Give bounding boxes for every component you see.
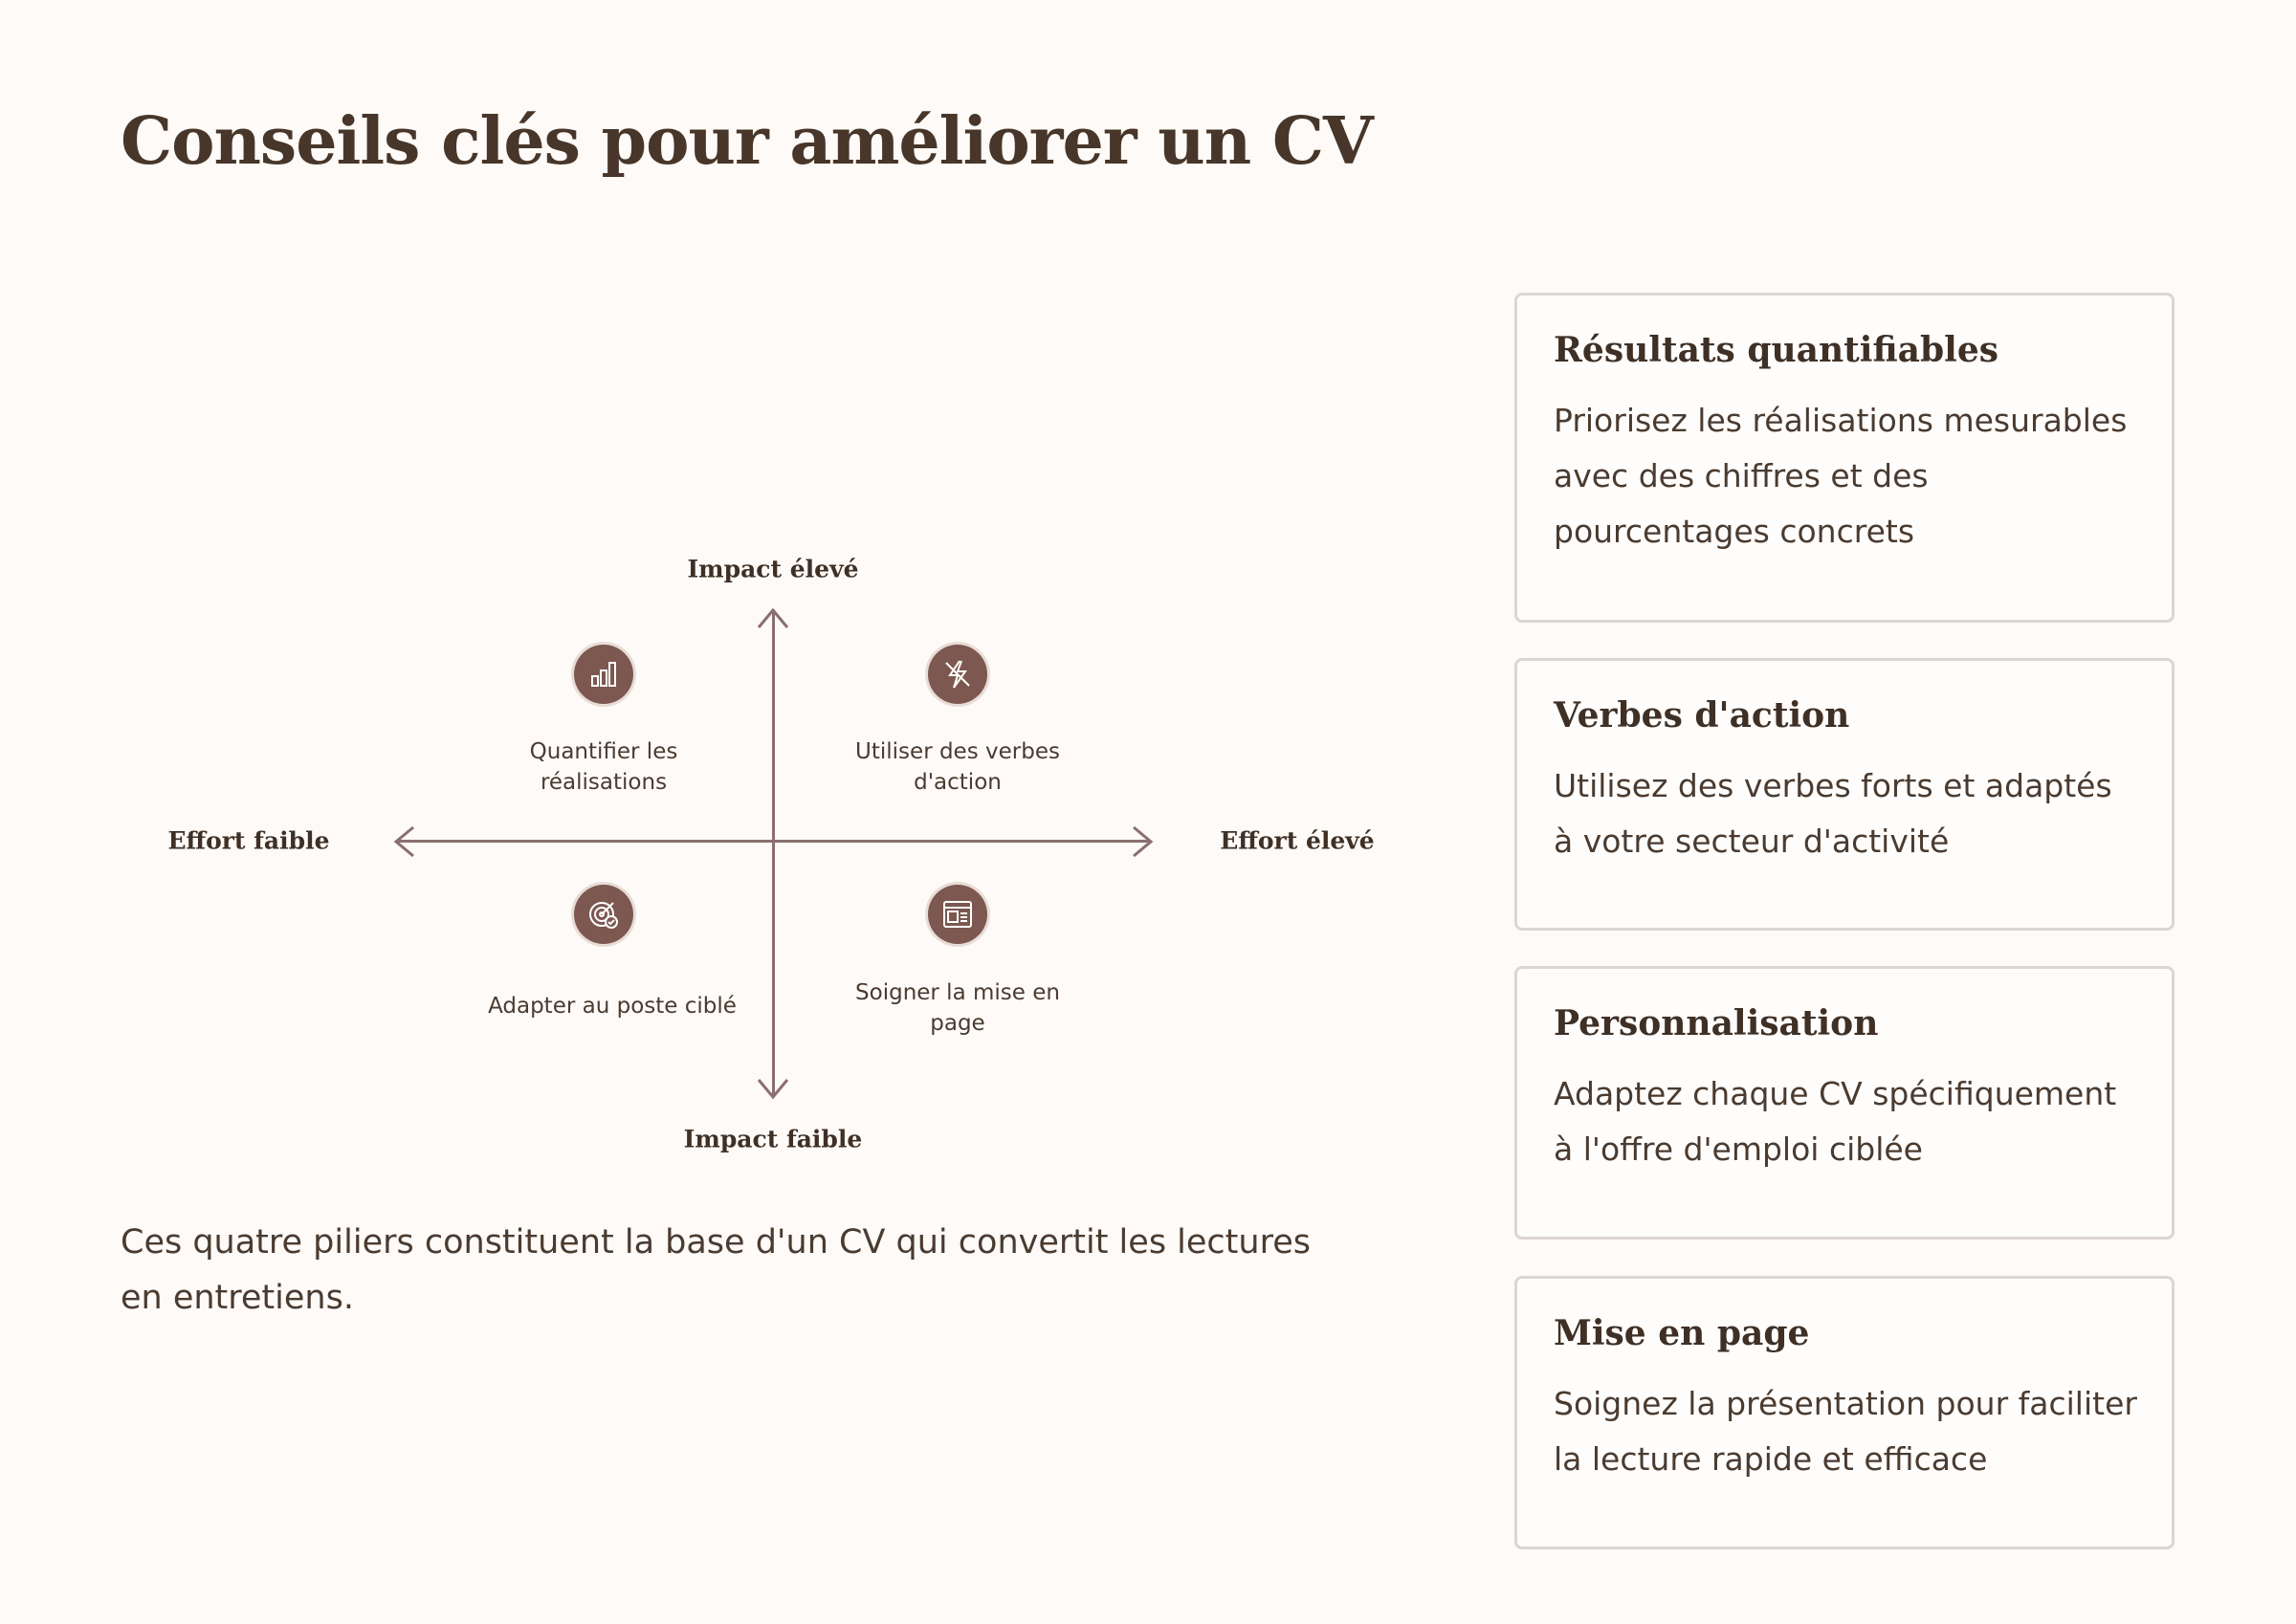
bar-chart-icon bbox=[574, 645, 633, 704]
quadrant-label-bottom-left: Adapter au poste ciblé bbox=[488, 994, 737, 1019]
arrow-up-icon bbox=[757, 606, 789, 635]
card-title: Résultats quantifiables bbox=[1554, 330, 1998, 370]
target-icon bbox=[574, 885, 633, 944]
card-title: Verbes d'action bbox=[1554, 695, 1850, 735]
tip-card-layout bbox=[1514, 1276, 2175, 1549]
card-text: Utilisez des verbes forts et adaptés à votre secteur d'activité bbox=[1554, 767, 2112, 860]
arrow-left-icon bbox=[392, 825, 421, 858]
card-text: Adaptez chaque CV spécifiquement à l'offre d'emploi ciblée bbox=[1554, 1075, 2117, 1168]
card-title: Personnalisation bbox=[1554, 1003, 1879, 1043]
card-text: Priorisez les réalisations mesurables avec des chiffres et des pourcentages concrets bbox=[1554, 402, 2128, 550]
arrow-right-icon bbox=[1126, 825, 1155, 858]
quadrant-label-bottom-right: Soigner la mise en page bbox=[855, 980, 1060, 1036]
axis-label-top: Impact élevé bbox=[687, 555, 859, 583]
quadrant-label-top-right: Utiliser des verbes d'action bbox=[855, 739, 1060, 795]
priority-matrix bbox=[0, 0, 1435, 1205]
tip-card-personalisation bbox=[1514, 966, 2175, 1240]
tip-card-action-verbs bbox=[1514, 658, 2175, 931]
axis-label-bottom: Impact faible bbox=[683, 1125, 863, 1153]
page-title: Conseils clés pour améliorer un CV bbox=[121, 103, 1373, 180]
vertical-axis bbox=[772, 612, 775, 1095]
tip-card-results bbox=[1514, 293, 2175, 623]
axis-label-right: Effort élevé bbox=[1220, 826, 1375, 855]
quadrant-label-top-left: Quantifier les réalisations bbox=[529, 739, 678, 795]
card-title: Mise en page bbox=[1554, 1313, 1810, 1353]
axis-label-left: Effort faible bbox=[167, 826, 330, 855]
summary-text: Ces quatre piliers constituent la base d'un CV qui convertit les lectures en entretiens. bbox=[121, 1223, 1311, 1317]
card-text: Soignez la présentation pour faciliter la lecture rapide et efficace bbox=[1554, 1385, 2137, 1478]
layout-icon bbox=[928, 885, 987, 944]
arrow-down-icon bbox=[757, 1072, 789, 1101]
lightning-icon bbox=[928, 645, 987, 704]
